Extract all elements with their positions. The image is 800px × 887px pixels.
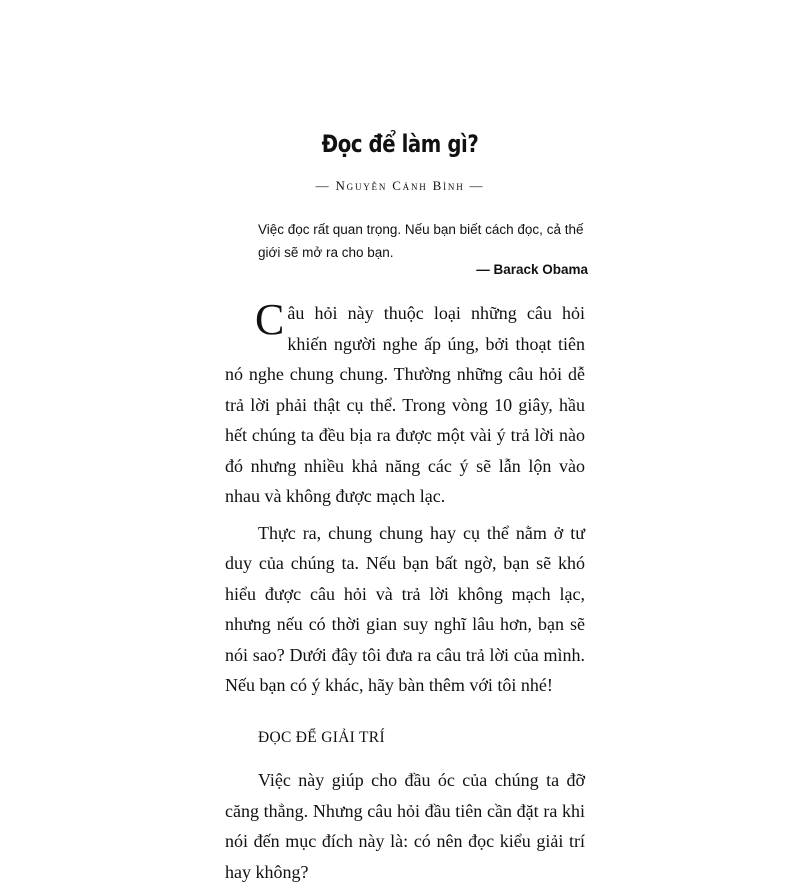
paragraph-1-text: âu hỏi này thuộc loại những câu hỏi khiến người nghe ấp úng, bởi thoạt tiên nó nghe chung chung. Thường những câu hỏi dễ trả lời phải thật cụ thể. Trong vòng 10 giây, hầu hết chúng ta đều bịa ra được một vài ý trả lời nào đó nhưng nhiều khả năng các ý sẽ lẫn lộn vào nhau và không được mạch lạc. [225, 303, 585, 506]
paragraph-1 [225, 295, 585, 512]
paragraph-3: Việc này giúp cho đầu óc của chúng ta đỡ căng thẳng. Nhưng câu hỏi đầu tiên cần đặt ra khi nói đến mục đích này là: có nên đọc kiểu giải trí hay không? [225, 770, 585, 882]
section-heading: ĐỌC ĐỂ GIẢI TRÍ [258, 728, 385, 746]
drop-cap: C [255, 295, 285, 344]
chapter-body [225, 295, 585, 887]
chapter-title: Đọc để làm gì? [321, 130, 479, 158]
epigraph-attribution: — Barack Obama [476, 262, 588, 277]
chapter-author: — Nguyễn Cảnh Bình — [315, 178, 485, 193]
epigraph-text: Việc đọc rất quan trọng. Nếu bạn biết cách đọc, cả thế giới sẽ mở ra cho bạn. [258, 222, 584, 260]
paragraph-2: Thực ra, chung chung hay cụ thể nằm ở tư duy của chúng ta. Nếu bạn bất ngờ, bạn sẽ khó hiểu được câu hỏi và trả lời không mạch lạc, nhưng nếu có thời gian suy nghĩ lâu hơn, bạn sẽ nói sao? Dưới đây tôi đưa ra câu trả lời của mình. Nếu bạn có ý khác, hãy bàn thêm với tôi nhé! [225, 522, 585, 695]
